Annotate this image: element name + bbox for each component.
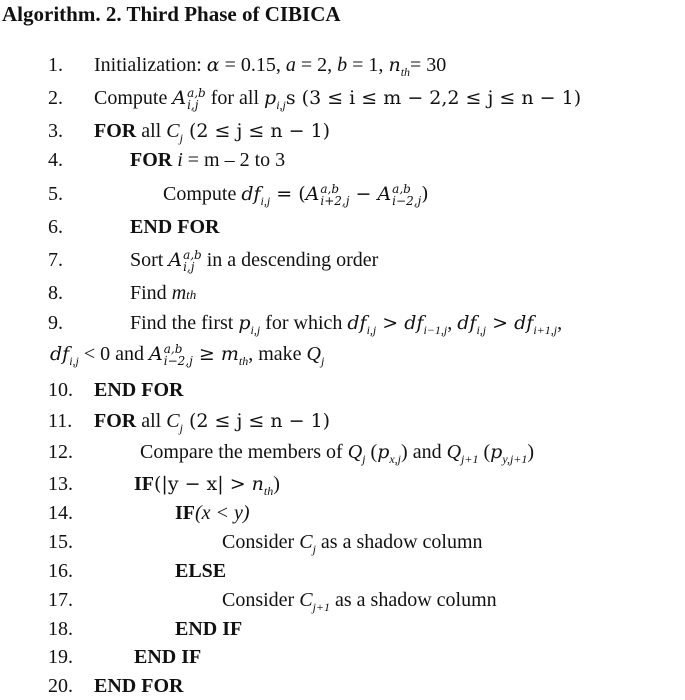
math: df [241,183,261,205]
line-text [94,407,330,442]
line-number: 7. [48,249,63,271]
text: in a descending order [201,249,379,271]
math: a [285,54,296,76]
math: C [299,589,313,611]
math: Q [446,441,462,463]
math: th [186,287,197,302]
line-number: 14. [48,502,73,524]
math: th [238,354,249,368]
math: df [50,343,70,365]
text: for all [205,87,265,109]
math: i,j [250,323,261,337]
line-number: 6. [48,216,63,238]
math: i,j [476,323,487,337]
line-text [163,180,429,215]
math: A [305,183,320,205]
line-number: 8. [48,282,63,304]
line-number: 18. [48,618,73,640]
line-number: 9. [48,312,63,334]
math: p [377,441,390,463]
math: C [166,410,180,432]
line-text [130,146,285,174]
math: i,j [276,98,286,112]
line-text [130,246,378,274]
text: = 2, [295,54,338,76]
text: , [557,312,563,334]
math: df [514,312,534,334]
math: s (3 ≤ i ≤ m − 2,2 ≤ j ≤ n − 1) [285,87,582,109]
line-number: 19. [48,646,73,668]
math: th [263,484,274,498]
text: ( [365,441,378,463]
math: − [349,183,378,205]
math: C [166,120,180,142]
text: ) [527,441,535,463]
math: b [337,54,348,76]
keyword: FOR [130,149,173,171]
text: Compute [94,87,173,109]
text: Compare the members of [140,441,348,463]
math: > [486,312,515,334]
math: j [320,354,325,368]
math: j+1 [461,452,479,466]
text: < 0 and [78,343,150,365]
line-number: 13. [48,473,73,495]
text: = 1, [347,54,389,76]
text: , make [248,343,307,365]
line-number: 1. [48,54,63,76]
math: df [404,312,424,334]
text: = m – 2 to 3 [182,149,286,171]
math: p [264,87,277,109]
math: (|y − x| > [154,473,252,495]
text: Find [130,282,172,304]
line-text [222,586,497,621]
math: C [299,531,313,553]
text: for which [260,312,348,334]
line-number: 20. [48,675,73,697]
line-number: 2. [48,87,63,109]
math: a,b [320,182,340,197]
line-text [130,279,196,309]
math: i,j [366,323,377,337]
keyword: END FOR [94,379,184,401]
keyword: END IF [134,646,202,668]
math: = ( [270,183,306,205]
keyword: FOR [94,120,137,142]
math: A [172,87,187,109]
math: j [362,452,366,466]
math: ) [421,183,429,205]
line-number: 4. [48,149,63,171]
math: a,b [183,248,202,263]
math: (x < y) [195,502,250,524]
text: as a shadow column [330,589,497,611]
math: Q [347,441,363,463]
text: Sort [130,249,169,271]
keyword: ELSE [175,560,227,582]
algorithm-title: Algorithm. 2. Third Phase of CIBICA [2,2,341,26]
line-text [94,84,581,119]
text: = 0.15, [219,54,286,76]
text: all [136,120,167,142]
math: df [457,312,477,334]
math: i,j [183,260,195,275]
text: as a shadow column [315,531,483,553]
math: i−2,j [392,194,422,209]
math: α [206,54,220,76]
text: , [447,312,458,334]
math: n [388,54,401,76]
line-text [130,309,562,344]
math: x,j [389,452,402,466]
math: i+2,j [320,194,350,209]
math: i−2,j [163,354,193,369]
line-number: 15. [48,531,73,553]
math: i−1,j [423,323,448,337]
line-text [50,340,324,375]
math: (2 ≤ j ≤ n − 1) [182,410,331,432]
line-number: 17. [48,589,73,611]
text: Initialization: [94,54,207,76]
math: th [400,65,411,79]
math: i,j [187,98,199,113]
math: n [251,473,264,495]
math: A [168,249,183,271]
line-text [175,499,250,527]
math: a,b [187,86,206,101]
math: i,j [260,194,271,208]
math: j+1 [312,600,330,614]
text: ) [273,473,280,495]
math: j [179,131,183,145]
math: A [149,343,163,365]
text: ) and [401,441,447,463]
math: i [177,149,183,171]
text: ( [478,441,491,463]
keyword: FOR [94,410,137,432]
text: Compute [163,183,242,205]
keyword: END FOR [130,216,220,238]
line-text [222,528,483,563]
text: Consider [222,589,300,611]
line-number: 11. [48,410,73,432]
line-text [140,438,534,473]
math: a,b [392,182,411,197]
math: m [171,282,187,304]
math: j [179,421,183,435]
math: p [490,441,503,463]
line-text [94,51,446,86]
math: i+1,j [533,323,558,337]
line-number: 16. [48,560,73,582]
text: Consider [222,531,300,553]
line-number: 5. [48,183,63,205]
keyword: IF [134,473,154,495]
math: a,b [163,342,183,357]
math: y,j+1 [502,452,528,466]
line-number: 10. [48,379,73,401]
line-number: 3. [48,120,63,142]
math: m [220,343,239,365]
math: ≥ [192,343,221,365]
math: Q [306,343,321,365]
keyword: END FOR [94,675,184,697]
line-number: 12. [48,441,73,463]
text: Find the first [130,312,239,334]
math: p [238,312,251,334]
math: > [376,312,405,334]
keyword: IF [175,502,195,524]
math: (2 ≤ j ≤ n − 1) [182,120,331,142]
keyword: END IF [175,618,243,640]
text: all [136,410,167,432]
math: A [377,183,392,205]
text: = 30 [410,54,447,76]
math: df [347,312,367,334]
math: i,j [69,354,79,368]
math: j [312,542,316,556]
